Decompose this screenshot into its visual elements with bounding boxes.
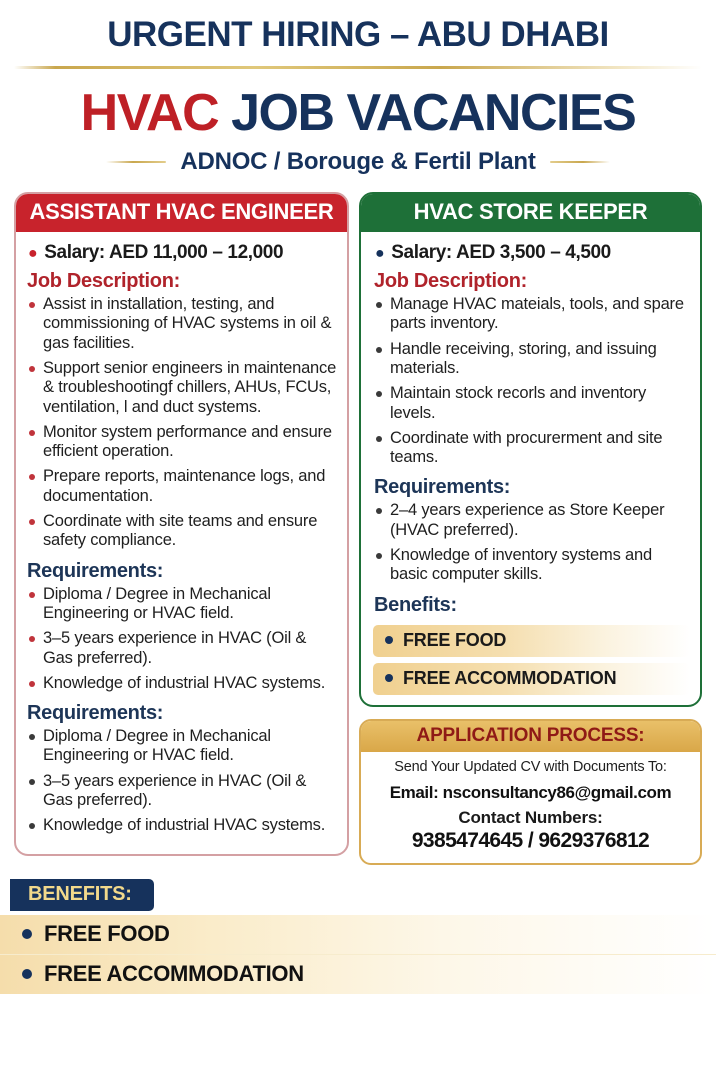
job-card-title-hvac-store-keeper: HVAC STORE KEEPER [360, 193, 701, 232]
left-column [14, 192, 349, 856]
bullet-dot-icon: ● [375, 245, 385, 263]
section-heading-requirements-left-duplicate: Requirements: [27, 702, 164, 725]
requirements-list-left [26, 585, 337, 693]
footer-benefit-free-food [0, 915, 716, 954]
application-instruction: Send Your Updated CV with Documents To: [394, 758, 667, 775]
salary-row-left [26, 240, 337, 267]
requirements-list-right [373, 501, 690, 584]
benefit-label: FREE ACCOMMODATION [403, 667, 617, 688]
application-process-box [359, 719, 702, 865]
bullet-dot-icon [22, 969, 32, 979]
list-item: 3–5 years experience in HVAC (Oil & Gas preferred). [26, 772, 337, 811]
list-item: 2–4 years experience as Store Keeper (HVAC preferred). [373, 501, 690, 540]
section-heading-job-description-left: Job Description: [27, 270, 180, 293]
footer-benefit-label: FREE FOOD [44, 920, 170, 946]
list-item: Knowledge of industrial HVAC systems. [26, 674, 337, 693]
footer-benefit-label: FREE ACCOMMODATION [44, 960, 304, 986]
list-item: Assist in installation, testing, and commissioning of HVAC systems in oil & gas facilities. [26, 295, 337, 353]
bullet-dot-icon [22, 929, 32, 939]
list-item: Manage HVAC mateials, tools, and spare parts inventory. [373, 295, 690, 334]
list-item: Support senior engineers in maintenance & troubleshootingf chillers, AHUs, FCUs, ventilation, l and duct systems. [26, 359, 337, 417]
list-item: Maintain stock recorls and inventory levels. [373, 384, 690, 423]
list-item: Handle receiving, storing, and issuing materials. [373, 340, 690, 379]
job-description-list-right [373, 295, 690, 467]
application-contact-label: Contact Numbers: [458, 807, 603, 827]
poster-header [0, 0, 716, 176]
application-process-title: APPLICATION PROCESS: [361, 721, 700, 752]
application-process-body [361, 752, 700, 863]
footer-benefits-list [0, 915, 716, 994]
salary-text-right: Salary: AED 3,500 – 4,500 [391, 242, 611, 264]
salary-text-left: Salary: AED 11,000 – 12,000 [44, 242, 284, 264]
left-card-body [16, 232, 347, 854]
list-item: Prepare reports, maintenance logs, and documentation. [26, 467, 337, 506]
section-heading-job-description-right: Job Description: [374, 270, 527, 293]
benefit-bar-free-food [373, 625, 690, 657]
list-item: Monitor system performance and ensure efficient operation. [26, 423, 337, 462]
page-title-hvac: HVAC [80, 83, 219, 142]
subtitle-row [0, 148, 716, 176]
list-item: Coordinate with site teams and ensure safety compliance. [26, 512, 337, 551]
job-card-title-assistant-hvac-engineer: ASSISTANT HVAC ENGINEER [15, 193, 348, 232]
list-item: Diploma / Degree in Mechanical Engineering or HVAC field. [26, 727, 337, 766]
job-description-list-left [26, 295, 337, 551]
list-item: Knowledge of industrial HVAC systems. [26, 816, 337, 835]
page-title [0, 83, 716, 142]
section-heading-benefits-right: Benefits: [374, 593, 457, 616]
list-item: 3–5 years experience in HVAC (Oil & Gas preferred). [26, 629, 337, 668]
list-item: Coordinate with procurerment and site teams. [373, 429, 690, 468]
benefit-bar-free-accommodation [373, 663, 690, 695]
footer-benefits-label: BENEFITS: [10, 879, 154, 911]
right-column [359, 192, 702, 865]
requirements-list-left-duplicate [26, 727, 337, 835]
job-card-assistant-hvac-engineer [14, 192, 349, 856]
list-item: Knowledge of inventory systems and basic computer skills. [373, 546, 690, 585]
list-item: Diploma / Degree in Mechanical Engineering or HVAC field. [26, 585, 337, 624]
section-heading-requirements-left: Requirements: [27, 559, 164, 582]
urgent-hiring-headline: URGENT HIRING – ABU DHABI [107, 15, 609, 54]
footer-benefit-free-accommodation [0, 954, 716, 994]
footer-benefits-section [0, 879, 716, 994]
subtitle-dash-right [550, 161, 610, 163]
bullet-dot-icon: ● [28, 245, 38, 263]
application-contact-numbers[interactable]: 9385474645 / 9629376812 [411, 828, 650, 852]
gold-divider-top [14, 66, 702, 69]
bullet-dot-icon [385, 636, 393, 644]
bullet-dot-icon [385, 674, 393, 682]
job-card-hvac-store-keeper [359, 192, 702, 707]
right-card-body [361, 232, 700, 705]
salary-row-right [373, 240, 690, 267]
section-heading-requirements-right: Requirements: [374, 476, 511, 499]
page-title-job-vacancies: JOB VACANCIES [218, 83, 636, 142]
subtitle-dash-left [106, 161, 166, 163]
job-columns [0, 176, 716, 865]
benefit-label: FREE FOOD [403, 629, 507, 650]
subtitle-company: ADNOC / Borouge & Fertil Plant [180, 148, 536, 176]
application-email[interactable]: Email: nsconsultancy86@gmail.com [389, 782, 672, 802]
